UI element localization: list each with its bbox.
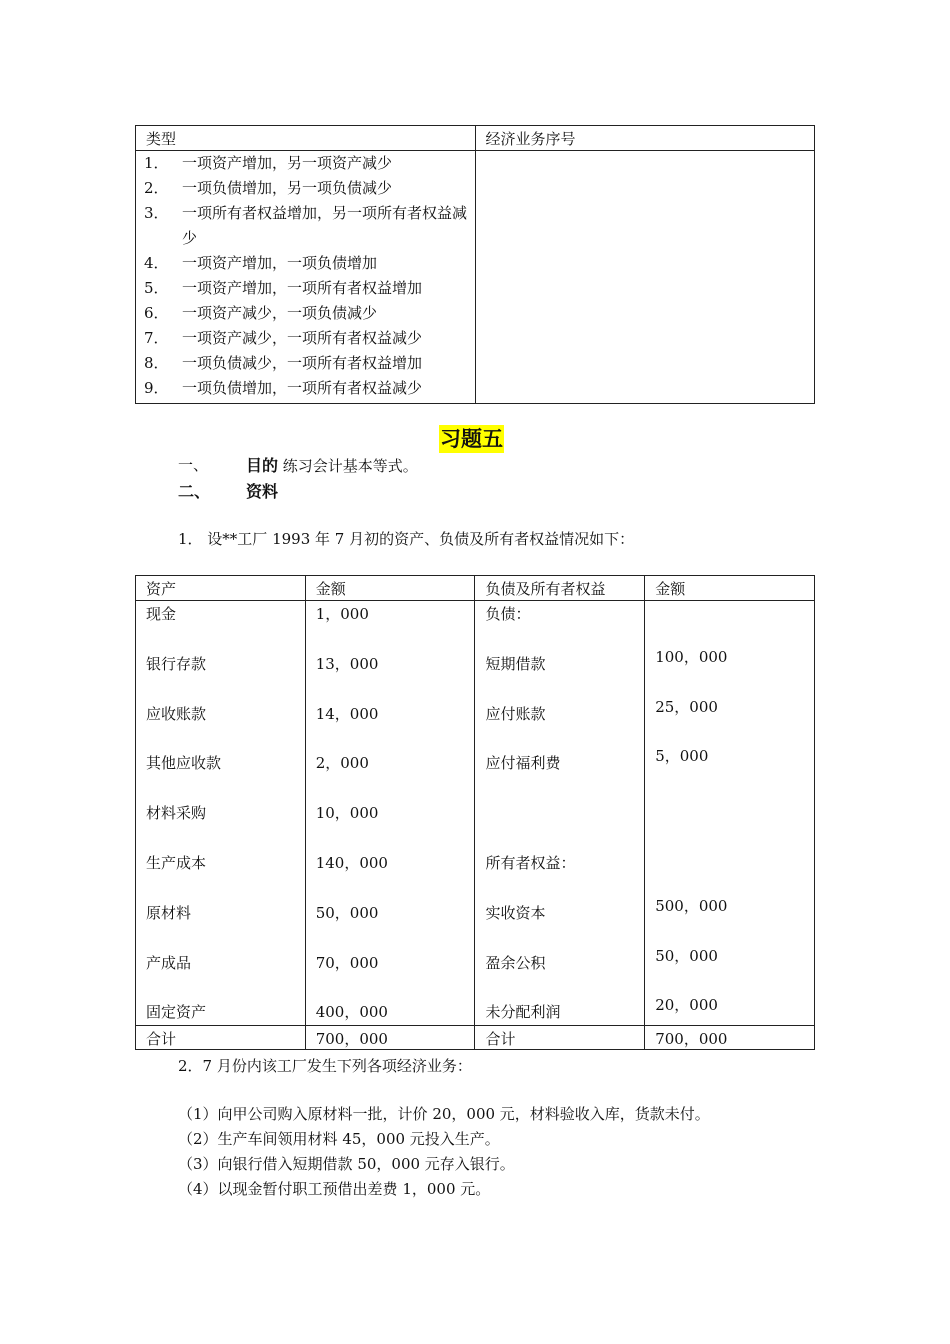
- item-text: 一项资产增加，一项负债增加: [182, 254, 378, 272]
- asset-name: 原材料: [146, 904, 192, 922]
- table-body-row: [136, 151, 815, 404]
- section-label: 目的: [246, 456, 279, 475]
- asset-amount: 400，000: [315, 1003, 388, 1021]
- section-material-label: [246, 479, 278, 502]
- header-cell: [475, 576, 645, 601]
- balance-table: [135, 575, 815, 1050]
- liability-amounts-column: [645, 601, 814, 1025]
- table-header-row: [136, 576, 815, 601]
- liability-amount: 20，000: [655, 996, 718, 1014]
- intro-text: 1． 设**工厂 1993 年 7 月初的资产、负债及所有者权益情况如下：: [178, 530, 635, 548]
- transactions-intro: 2．7 月份内该工厂发生下列各项经济业务：: [178, 1057, 472, 1075]
- asset-amount: 2，000: [315, 754, 369, 772]
- total-cell: [305, 1026, 475, 1050]
- total-liabilities: 700，000: [655, 1030, 728, 1048]
- header-cell: [305, 576, 475, 601]
- list-item: [136, 326, 475, 351]
- liability-name: 盈余公积: [485, 954, 546, 972]
- item-text: 一项资产减少，一项所有者权益减少: [182, 329, 423, 347]
- asset-name: 现金: [146, 605, 177, 623]
- item-text: 一项负债增加，一项所有者权益减少: [182, 379, 423, 397]
- liability-amounts-cell: [645, 601, 815, 1026]
- header-amount: 金额: [655, 580, 686, 598]
- asset-name: 生产成本: [146, 854, 207, 872]
- item-text: 一项资产增加，一项所有者权益增加: [182, 279, 423, 297]
- list-item: [136, 301, 475, 326]
- total-cell: [645, 1026, 815, 1050]
- liability-name: 实收资本: [485, 904, 546, 922]
- section-purpose: [178, 454, 208, 475]
- liability-name: 负债：: [485, 605, 531, 623]
- section-label: 资料: [246, 482, 279, 501]
- item-number: 7．: [144, 329, 169, 347]
- assets-column: [136, 601, 305, 1025]
- asset-name: 产成品: [146, 954, 192, 972]
- transaction-item: （3）向银行借入短期借款 50，000 元存入银行。: [178, 1155, 515, 1173]
- item-number: 2．: [144, 179, 169, 197]
- header-cell: [645, 576, 815, 601]
- liability-amount: 50，000: [655, 947, 718, 965]
- asset-amount: 140，000: [315, 854, 388, 872]
- section-material: [178, 479, 210, 502]
- total-cell: [475, 1026, 645, 1050]
- item-number: 5．: [144, 279, 169, 297]
- item-number: 3．: [144, 204, 169, 222]
- type-cell: [136, 151, 476, 404]
- asset-name: 应收账款: [146, 705, 207, 723]
- item-text: 一项资产增加，另一项资产减少: [182, 154, 393, 172]
- asset-name: 其他应收款: [146, 754, 222, 772]
- total-label: 合计: [485, 1030, 516, 1048]
- item-text: 一项负债减少，一项所有者权益增加: [182, 354, 423, 372]
- item-text: 一项所有者权益增加，另一项所有者权益减少: [182, 204, 468, 247]
- liability-amount: 100，000: [655, 648, 728, 666]
- asset-amount: 1，000: [315, 605, 369, 623]
- header-liabilities-equity: 负债及所有者权益: [485, 580, 606, 598]
- transaction-item: （1）向甲公司购入原材料一批，计价 20，000 元，材料验收入库，货款未付。: [178, 1105, 710, 1123]
- liability-name: 应付福利费: [485, 754, 561, 772]
- total-row: [136, 1026, 815, 1050]
- item-number: 9．: [144, 379, 169, 397]
- liability-amount: 5，000: [655, 747, 709, 765]
- section-purpose-body: [246, 453, 418, 476]
- classification-table: [135, 125, 815, 404]
- liability-name: 未分配利润: [485, 1003, 561, 1021]
- asset-amount: 10，000: [315, 804, 379, 822]
- asset-amounts-column: [306, 601, 475, 1025]
- assets-cell: [136, 601, 306, 1026]
- total-cell: [136, 1026, 306, 1050]
- header-cell: [475, 126, 814, 151]
- item-text: 一项资产减少，一项负债减少: [182, 304, 378, 322]
- liability-name: 所有者权益：: [485, 854, 576, 872]
- item-number: 8．: [144, 354, 169, 372]
- header-transaction-no: 经济业务序号: [485, 130, 576, 148]
- item-number: 4．: [144, 254, 169, 272]
- header-amount: 金额: [315, 580, 346, 598]
- list-item: [136, 376, 475, 401]
- header-type: 类型: [146, 130, 177, 148]
- asset-name: 材料采购: [146, 804, 207, 822]
- asset-amount: 13，000: [315, 655, 379, 673]
- list-item: [136, 151, 475, 176]
- list-item: [136, 251, 475, 276]
- asset-amount: 70，000: [315, 954, 379, 972]
- liability-name: 应付账款: [485, 705, 546, 723]
- section-text: 练习会计基本等式。: [282, 457, 418, 475]
- liabilities-column: [475, 601, 644, 1025]
- table-header-row: [136, 126, 815, 151]
- total-label: 合计: [146, 1030, 177, 1048]
- section-number: 一、: [178, 456, 209, 474]
- asset-amounts-cell: [305, 601, 475, 1026]
- liability-amount: 25，000: [655, 698, 718, 716]
- total-assets: 700，000: [315, 1030, 388, 1048]
- list-item: [136, 201, 475, 251]
- type-list: [136, 151, 475, 403]
- list-item: [136, 276, 475, 301]
- liabilities-cell: [475, 601, 645, 1026]
- table-body-row: [136, 601, 815, 1026]
- header-assets: 资产: [146, 580, 177, 598]
- liability-amount: 500，000: [655, 897, 728, 915]
- liability-name: 短期借款: [485, 655, 546, 673]
- section-number: 二、: [178, 482, 211, 501]
- transaction-item: （2）生产车间领用材料 45，000 元投入生产。: [178, 1130, 500, 1148]
- header-cell: [136, 576, 306, 601]
- transaction-no-cell: [475, 151, 814, 404]
- item-number: 6．: [144, 304, 169, 322]
- transaction-item: （4）以现金暂付职工预借出差费 1，000 元。: [178, 1180, 491, 1198]
- asset-amount: 50，000: [315, 904, 379, 922]
- asset-name: 银行存款: [146, 655, 207, 673]
- asset-name: 固定资产: [146, 1003, 207, 1021]
- asset-amount: 14，000: [315, 705, 379, 723]
- exercise-title: 习题五: [440, 427, 503, 451]
- list-item: [136, 351, 475, 376]
- item-number: 1．: [144, 154, 169, 172]
- header-cell: [136, 126, 476, 151]
- transactions-list: [178, 1102, 710, 1202]
- item-text: 一项负债增加，另一项负债减少: [182, 179, 393, 197]
- list-item: [136, 176, 475, 201]
